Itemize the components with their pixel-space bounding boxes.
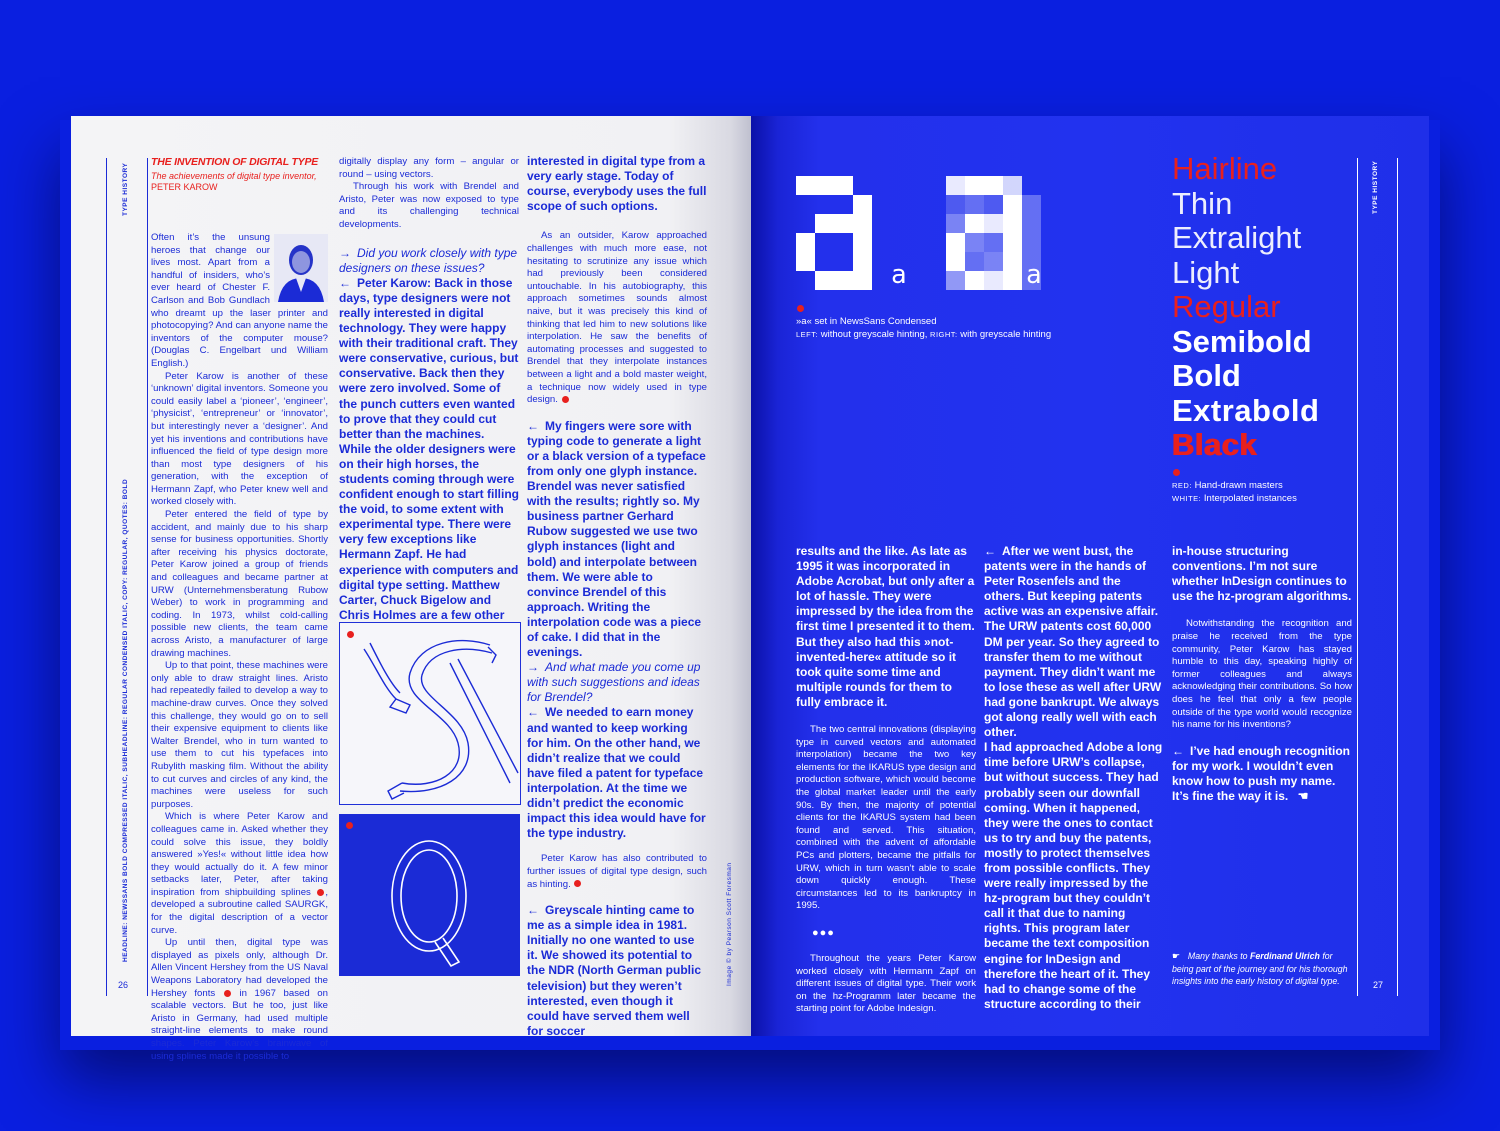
paragraph: digitally display any form – angular or round – using vectors. bbox=[339, 156, 519, 180]
paragraph: Peter entered the field of type by accident, and mainly due to his sharp sense for business opportunities. Shortly after receiving his physics doctorate, Peter Karow joined a group of friends and colleagues and became partner at URW (Unternehmensberatung Rubow Weber) to work in programming and coding. In 1973, whilst cold-calling possible new clients, the team came across Aristo, a manufacturer of large drawing machines. bbox=[151, 509, 328, 659]
credits-vertical: HEADLINE: NEWSSANS BOLD COMPRESSED ITALIC, SUBHEADLINE: REGULAR CONDENSED ITALIC, COPY: REGULAR, QUOTES: BOLD bbox=[122, 478, 129, 962]
answer: ← Peter Karow: Back in those days, type designers were not really interested in digital technology. They were happy with their traditional craft. They were conservative, curious, but conservative. Back then they were zero involved. Some of the punch cutters even wanted to prove that they could cut better than the machines. While the older designers were on their high horses, the students coming through were confident enough to start filling the void, to some extent with experimental type. There were very few exceptions like Hermann Zapf. He had experience with computers and digital type setting. Matthew Carter, Chuck Bigelow and Chris Holmes are a few other bbox=[339, 275, 519, 622]
column-3 bbox=[527, 154, 707, 1039]
figure-ref-marker bbox=[317, 889, 324, 896]
pixel-cell bbox=[965, 271, 984, 290]
pixel-cell bbox=[946, 233, 965, 252]
section-label-vertical-right: TYPE HISTORY bbox=[1372, 160, 1379, 214]
paragraph: The two central innovations (displaying type in curved vectors and automated interpolation) became the two key elements for the IKARUS type design and production software, which would become the global market leader until the early 90s. By then, the majority of potential clients for the IKARUS system had been found and served. This situation, combined with the advent of affordable PCs and plotters, became the pitfalls for URW, which in turn wasn’t able to scale down quickly enough. These circumstances led to its bankruptcy in 1995. bbox=[796, 724, 976, 912]
right-column-3 bbox=[1172, 544, 1352, 986]
pixel-cell bbox=[796, 176, 815, 195]
pixel-cell bbox=[946, 252, 965, 271]
end-mark-icon: ☚ bbox=[1297, 789, 1309, 803]
pixel-cell bbox=[815, 214, 834, 233]
paragraph: Which is where Peter Karow and colleagues came in. Asked whether they could solve this issue, they boldly answered »Yes!« without little idea how they would actually do it. A few minor setbacks later, Peter, after taking inspiration from shipbuilding splines , developed a subroutine called SAURGK, for the digital description of a vector curve. bbox=[151, 811, 328, 936]
right-outer-rule bbox=[1397, 158, 1398, 996]
figure-ref-marker bbox=[574, 880, 581, 887]
pixel-cell bbox=[984, 195, 1003, 214]
pixel-cell bbox=[834, 271, 853, 290]
pixel-cell bbox=[853, 214, 872, 233]
pixel-cell bbox=[984, 214, 1003, 233]
pixel-cell bbox=[1003, 233, 1022, 252]
figure-q-outline bbox=[339, 814, 520, 976]
figure-3-caption: »a« set in NewsSans Condensed LEFT: without greyscale hinting, RIGHT: with greyscale hinting bbox=[796, 302, 1051, 341]
acknowledgement: ☛ Many thanks to Ferdinand Ulrich for being part of the journey and for his thorough insights into the early history of digital type. bbox=[1172, 951, 1348, 986]
pixel-cell bbox=[1003, 195, 1022, 214]
question: → And what made you come up with such suggestions and ideas for Brendel? bbox=[527, 660, 701, 705]
weight-label: Extralight bbox=[1172, 220, 1302, 255]
weight-label: Semibold bbox=[1172, 323, 1312, 359]
pixel-cell bbox=[796, 252, 815, 271]
pixel-cell bbox=[796, 233, 815, 252]
figure-4-caption: RED: Hand-drawn masters WHITE: Interpolated instances bbox=[1172, 466, 1297, 505]
answer: in-house structuring conventions. I’m not sure whether InDesign continues to use the hz-program algorithms. bbox=[1172, 544, 1352, 604]
answer: ← My fingers were sore with typing code to generate a light or a black version of a typeface from only one glyph instance. Brendel was never satisfied with the results; rightly so. My business partner Gerhard Rubow suggested we use two glyph instances (light and bold) and interpolate between them. We were able to convince Brendel of this approach. Writing the interpolation code was a piece of cake. I did that in the evenings. bbox=[527, 418, 706, 660]
small-a-glyph: a bbox=[891, 260, 907, 290]
right-margin-rule bbox=[1357, 158, 1358, 996]
pixel-cell bbox=[946, 176, 965, 195]
answer: ← I’ve had enough recognition for my work. I wouldn’t even know how to push my name. It’s fine the way it is. ☚ bbox=[1172, 743, 1351, 803]
pixel-cell bbox=[1003, 252, 1022, 271]
arrow-left-icon: ← bbox=[527, 705, 539, 720]
answer: I had approached Adobe a long time before URW’s collapse, but without success. They had probably seen our downfall coming. When it happened, they were the ones to contact us to try and buy the patents, mostly to protect themselves from possible conflicts. They were really impressed by the hz-program but they couldn’t call it that due to naming rights. This program later became the text composition engine for InDesign and therefore the heart of it. They had to change some of the structure according to their bbox=[984, 740, 1163, 1011]
pixel-cell bbox=[946, 195, 965, 214]
left-column-rule bbox=[147, 158, 148, 996]
figure-spline-drawing bbox=[339, 622, 521, 805]
pixel-cell bbox=[1022, 195, 1041, 214]
arrow-left-icon: ← bbox=[984, 544, 996, 558]
paragraph: Notwithstanding the recognition and praise he received from the type community, Peter Karow has stayed humble to this day, speaking highly of former colleagues and always acknowledging their contributions. So how does he feel that only a few people outside of the type world would recognize his name for his inventions? bbox=[1172, 618, 1352, 731]
weight-label: Light bbox=[1172, 254, 1240, 290]
right-page bbox=[751, 116, 1429, 1036]
pixel-cell bbox=[984, 271, 1003, 290]
pixel-cell bbox=[834, 176, 853, 195]
author: PETER KAROW bbox=[151, 182, 218, 192]
weight-label: Thin bbox=[1172, 185, 1233, 221]
pixel-cell bbox=[815, 271, 834, 290]
subheadline: The achievements of digital type inventor, bbox=[151, 171, 317, 181]
pixel-cell bbox=[965, 214, 984, 233]
pixel-glyph-figure bbox=[796, 156, 1056, 291]
arrow-left-icon: ← bbox=[527, 418, 539, 433]
headline: THE INVENTION OF DIGITAL TYPE bbox=[151, 156, 319, 168]
paragraph: Peter Karow is another of these ‘unknown’ digital inventors. Someone you could easily label a ‘pioneer’, ‘engineer’, ‘physicist’, ‘entrepreneur’ or ‘innovator’, but interestingly never a ‘designer’. And yet his inventions and contributions have influenced the field of type design more than most type designers of his generation, with the exception of Hermann Zapf, who Peter knew well and worked closely with. bbox=[151, 370, 328, 508]
pixel-cell bbox=[984, 252, 1003, 271]
pixel-cell bbox=[965, 233, 984, 252]
pixel-cell bbox=[853, 233, 872, 252]
pixel-cell bbox=[834, 214, 853, 233]
pixel-cell bbox=[946, 271, 965, 290]
question: → Did you work closely with type designers on these issues? bbox=[339, 245, 518, 275]
arrow-left-icon: ← bbox=[339, 275, 351, 290]
column-1 bbox=[151, 232, 328, 1063]
pixel-cell bbox=[984, 176, 1003, 195]
weight-label: Bold bbox=[1172, 358, 1241, 393]
section-label-vertical: TYPE HISTORY bbox=[122, 162, 129, 216]
right-column-2 bbox=[984, 544, 1164, 1012]
pixel-cell bbox=[853, 195, 872, 214]
image-credit: Image © by Pearson Scott Foresman bbox=[726, 862, 733, 986]
paragraph: Peter Karow has also contributed to further issues of digital type design, such as hinting. bbox=[527, 853, 707, 890]
pixel-cell bbox=[984, 233, 1003, 252]
figure-4-marker bbox=[1173, 469, 1180, 476]
pixel-cell bbox=[965, 176, 984, 195]
answer: ← We needed to earn money and wanted to keep working for him. On the other hand, we didn’t realize that we could have filed a patent for typeface interpolation. At the time we didn’t predict the economic impact this idea would have for the type industry. bbox=[527, 705, 706, 841]
paragraph: Through his work with Brendel and Aristo, Peter was now exposed to type and its challenging technical developments. bbox=[339, 181, 519, 230]
paragraph: Up until then, digital type was displayed as pixels only, although Dr. Allen Vincent Hershey from the US Naval Weapons Laboratory had developed the Hershey fonts in 1967 based on scalable vectors. But he too, just like Aristo in Germany, had used multiple straight-line elements to make round shapes. Peter Karow’s brainwave of using splines made it possible to bbox=[151, 937, 328, 1062]
weight-label: Hairline bbox=[1172, 151, 1278, 186]
answer: interested in digital type from a very early stage. Today of course, everybody uses the full scope of such options. bbox=[527, 154, 707, 214]
pixel-cell bbox=[1022, 233, 1041, 252]
page-number-right: 27 bbox=[1373, 980, 1384, 990]
left-page bbox=[71, 116, 751, 1062]
pixel-cell bbox=[965, 195, 984, 214]
paragraph: Throughout the years Peter Karow worked closely with Hermann Zapf on different issues of digital type. Their work on the hz-Programm later became the starting point for Adobe Indesign. bbox=[796, 952, 976, 1015]
small-a-glyph: a bbox=[1026, 260, 1042, 290]
left-margin-rule bbox=[106, 158, 107, 996]
right-column-1 bbox=[796, 544, 976, 1016]
arrow-right-icon: → bbox=[339, 245, 351, 260]
pixel-cell bbox=[1003, 214, 1022, 233]
author-portrait bbox=[274, 234, 328, 302]
answer: ← Greyscale hinting came to me as a simple idea in 1981. Initially no one wanted to use it. We showed its potential to the NDR (North German public television) but they weren’t interested, even though it could have served them well for soccer bbox=[527, 903, 702, 1038]
article-header bbox=[151, 156, 331, 192]
answer: ← After we went bust, the patents were in the hands of Peter Rosenfels and the others. But keeping patents active was an expensive affair. The URW patents cost 60,000 DM per year. So they agreed to transfer them to me without payment. They didn’t want me to lose these as well after URW had gone bankrupt. We always got along really well with each other. bbox=[984, 544, 1162, 740]
figure-ref-marker bbox=[224, 990, 231, 997]
figure-3-marker bbox=[797, 305, 804, 312]
paragraph: Up to that point, these machines were only able to draw straight lines. Aristo had repeatedly failed to develop a way to machine-draw curves. Once they solved this challenge, they would go on to sell their expensive equipment to clients like Walter Brendel, who in turn wanted to use them to cut his typefaces into Rubylith masking film. Without the ability to cut curves and circles of any kind, the machines were useless for such purposes. bbox=[151, 660, 328, 810]
figure-ref-marker bbox=[562, 396, 569, 403]
pixel-cell bbox=[946, 214, 965, 233]
section-dots: ●●● bbox=[812, 926, 835, 939]
pixel-cell bbox=[1003, 271, 1022, 290]
pixel-cell bbox=[853, 252, 872, 271]
paragraph: As an outsider, Karow approached challenges with much more ease, not hesitating to scrutinize any issue which had previously been considered untouchable. In his autobiography, this approach sometimes sounds almost naive, but it was precisely this kind of thinking that led him to new solutions like interpolation. He saw the benefits of automating processes and suggested to Brendel that they interpolate instances between a light and a bold master weight, a technique now widely used in type design. bbox=[527, 230, 707, 406]
column-2 bbox=[339, 156, 519, 638]
weights-list bbox=[1172, 152, 1319, 463]
answer: results and the like. As late as 1995 it was incorporated in Adobe Acrobat, but only after a lot of hassle. They were impressed by the idea from the first time I presented it to them. But they also had this »not-invented-here« attitude so it took quite some time and multiple rounds for them to fully embrace it. bbox=[796, 544, 975, 709]
page-number-left: 26 bbox=[118, 980, 129, 990]
weight-label: Regular bbox=[1172, 289, 1281, 324]
weight-label: Black bbox=[1172, 427, 1258, 462]
arrow-left-icon: ← bbox=[1172, 743, 1184, 758]
arrow-right-icon: → bbox=[527, 660, 539, 675]
pixel-cell bbox=[815, 176, 834, 195]
weight-label: Extrabold bbox=[1172, 392, 1320, 428]
paragraph: Often it’s the unsung heroes that change our lives most. Apart from a handful of insiders, who’s ever heard of Chester F. Carlson and Bob Gundlach who dreamt up the laser printer and photocopying? And can anyone name the inventors of the computer mouse? (Douglas C. Engelbart und William English.) bbox=[151, 232, 328, 369]
arrow-left-icon: ← bbox=[527, 903, 539, 918]
pointing-hand-icon: ☛ bbox=[1172, 951, 1180, 961]
pixel-cell bbox=[1022, 214, 1041, 233]
pixel-cell bbox=[965, 252, 984, 271]
pixel-cell bbox=[853, 271, 872, 290]
pixel-cell bbox=[1003, 176, 1022, 195]
